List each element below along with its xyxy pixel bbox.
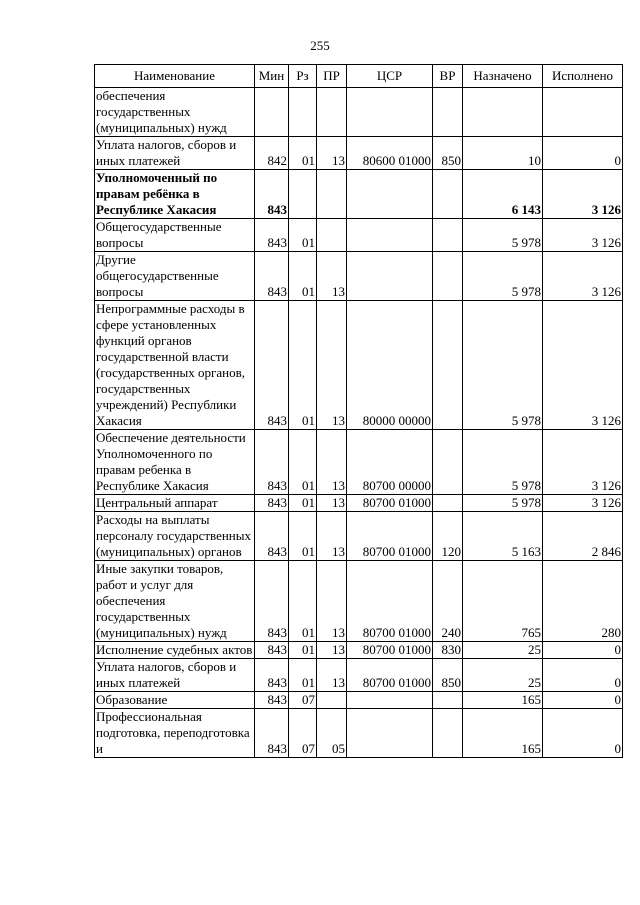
- table-row: [95, 137, 623, 170]
- cell-name: Другие общегосударственные вопросы: [95, 252, 255, 301]
- cell-csr: 80700 01000: [347, 512, 433, 561]
- cell-name: Общегосударственные вопросы: [95, 219, 255, 252]
- cell-pr: 13: [317, 561, 347, 642]
- cell-csr: 80600 01000: [347, 137, 433, 170]
- cell-isp: 3 126: [543, 301, 623, 430]
- header-min: Мин: [255, 65, 289, 88]
- cell-min: 843: [255, 659, 289, 692]
- cell-csr: 80700 01000: [347, 495, 433, 512]
- cell-pr: 13: [317, 512, 347, 561]
- table-body: [95, 88, 623, 758]
- cell-csr: 80700 01000: [347, 561, 433, 642]
- table-row: [95, 561, 623, 642]
- cell-vr: [433, 692, 463, 709]
- cell-vr: [433, 219, 463, 252]
- cell-vr: [433, 301, 463, 430]
- cell-isp: 3 126: [543, 219, 623, 252]
- cell-name: Обеспечение деятельности Уполномоченного по правам ребенка в Республике Хакасия: [95, 430, 255, 495]
- cell-min: 843: [255, 709, 289, 758]
- table-header-row: [95, 65, 623, 88]
- cell-isp: 0: [543, 642, 623, 659]
- table-row: [95, 301, 623, 430]
- cell-min: 843: [255, 170, 289, 219]
- header-csr: ЦСР: [347, 65, 433, 88]
- cell-csr: [347, 252, 433, 301]
- cell-min: 843: [255, 252, 289, 301]
- cell-rz: 01: [289, 252, 317, 301]
- cell-rz: 01: [289, 219, 317, 252]
- cell-pr: 05: [317, 709, 347, 758]
- cell-pr: [317, 170, 347, 219]
- cell-rz: 01: [289, 561, 317, 642]
- cell-nazn: 765: [463, 561, 543, 642]
- cell-nazn: [463, 88, 543, 137]
- cell-pr: [317, 219, 347, 252]
- cell-nazn: 25: [463, 642, 543, 659]
- cell-nazn: 6 143: [463, 170, 543, 219]
- cell-rz: 07: [289, 692, 317, 709]
- cell-pr: [317, 88, 347, 137]
- cell-name: Уплата налогов, сборов и иных платежей: [95, 659, 255, 692]
- cell-vr: 120: [433, 512, 463, 561]
- cell-nazn: 5 978: [463, 495, 543, 512]
- table-row: [95, 170, 623, 219]
- cell-rz: 01: [289, 301, 317, 430]
- cell-nazn: 5 978: [463, 301, 543, 430]
- table-row: [95, 642, 623, 659]
- cell-name: Исполнение судебных актов: [95, 642, 255, 659]
- cell-csr: [347, 219, 433, 252]
- cell-vr: [433, 252, 463, 301]
- table-row: [95, 692, 623, 709]
- cell-name: Профессиональная подготовка, переподготовка и: [95, 709, 255, 758]
- table-row: [95, 659, 623, 692]
- cell-csr: 80700 00000: [347, 430, 433, 495]
- cell-min: 843: [255, 219, 289, 252]
- cell-isp: 0: [543, 709, 623, 758]
- cell-min: 842: [255, 137, 289, 170]
- cell-rz: 01: [289, 512, 317, 561]
- cell-name: Непрограммные расходы в сфере установленных функций органов государственной власти (государственных органов, государственных учреждений) Республики Хакасия: [95, 301, 255, 430]
- cell-isp: 0: [543, 659, 623, 692]
- header-name: Наименование: [95, 65, 255, 88]
- cell-min: 843: [255, 301, 289, 430]
- cell-csr: 80000 00000: [347, 301, 433, 430]
- cell-isp: [543, 88, 623, 137]
- cell-min: 843: [255, 430, 289, 495]
- cell-rz: [289, 170, 317, 219]
- cell-nazn: 5 978: [463, 252, 543, 301]
- cell-csr: [347, 170, 433, 219]
- cell-rz: 01: [289, 430, 317, 495]
- header-rz: Рз: [289, 65, 317, 88]
- cell-nazn: 165: [463, 692, 543, 709]
- cell-min: 843: [255, 561, 289, 642]
- cell-nazn: 5 978: [463, 219, 543, 252]
- cell-nazn: 5 163: [463, 512, 543, 561]
- cell-vr: 850: [433, 137, 463, 170]
- cell-name: Центральный аппарат: [95, 495, 255, 512]
- cell-vr: 830: [433, 642, 463, 659]
- cell-isp: 3 126: [543, 252, 623, 301]
- cell-name: Уполномоченный по правам ребёнка в Республике Хакасия: [95, 170, 255, 219]
- cell-csr: 80700 01000: [347, 642, 433, 659]
- cell-vr: [433, 88, 463, 137]
- cell-rz: 07: [289, 709, 317, 758]
- header-isp: Исполнено: [543, 65, 623, 88]
- cell-name: обеспечения государственных (муниципальных) нужд: [95, 88, 255, 137]
- cell-vr: [433, 709, 463, 758]
- table-row: [95, 709, 623, 758]
- cell-min: [255, 88, 289, 137]
- cell-pr: 13: [317, 659, 347, 692]
- budget-table: [94, 64, 623, 758]
- cell-name: Уплата налогов, сборов и иных платежей: [95, 137, 255, 170]
- cell-pr: 13: [317, 430, 347, 495]
- cell-vr: [433, 495, 463, 512]
- cell-rz: 01: [289, 137, 317, 170]
- cell-rz: 01: [289, 642, 317, 659]
- cell-isp: 280: [543, 561, 623, 642]
- cell-pr: 13: [317, 495, 347, 512]
- cell-pr: [317, 692, 347, 709]
- cell-pr: 13: [317, 301, 347, 430]
- cell-vr: 850: [433, 659, 463, 692]
- cell-rz: 01: [289, 495, 317, 512]
- table-row: [95, 252, 623, 301]
- cell-csr: [347, 692, 433, 709]
- cell-rz: [289, 88, 317, 137]
- cell-isp: 0: [543, 692, 623, 709]
- header-vr: ВР: [433, 65, 463, 88]
- cell-isp: 3 126: [543, 430, 623, 495]
- cell-pr: 13: [317, 137, 347, 170]
- table-row: [95, 430, 623, 495]
- cell-isp: 0: [543, 137, 623, 170]
- header-nazn: Назначено: [463, 65, 543, 88]
- cell-pr: 13: [317, 252, 347, 301]
- cell-name: Иные закупки товаров, работ и услуг для обеспечения государственных (муниципальных) нужд: [95, 561, 255, 642]
- page-number: 255: [310, 38, 330, 53]
- cell-vr: [433, 170, 463, 219]
- cell-csr: [347, 709, 433, 758]
- table-row: [95, 512, 623, 561]
- header-pr: ПР: [317, 65, 347, 88]
- cell-name: Расходы на выплаты персоналу государственных (муниципальных) органов: [95, 512, 255, 561]
- table-row: [95, 495, 623, 512]
- cell-pr: 13: [317, 642, 347, 659]
- cell-nazn: 25: [463, 659, 543, 692]
- cell-min: 843: [255, 642, 289, 659]
- cell-vr: [433, 430, 463, 495]
- cell-nazn: 10: [463, 137, 543, 170]
- cell-name: Образование: [95, 692, 255, 709]
- cell-csr: [347, 88, 433, 137]
- cell-nazn: 5 978: [463, 430, 543, 495]
- cell-vr: 240: [433, 561, 463, 642]
- cell-isp: 3 126: [543, 495, 623, 512]
- cell-min: 843: [255, 495, 289, 512]
- cell-rz: 01: [289, 659, 317, 692]
- cell-min: 843: [255, 512, 289, 561]
- cell-isp: 3 126: [543, 170, 623, 219]
- cell-csr: 80700 01000: [347, 659, 433, 692]
- cell-isp: 2 846: [543, 512, 623, 561]
- cell-nazn: 165: [463, 709, 543, 758]
- table-row: [95, 88, 623, 137]
- table-row: [95, 219, 623, 252]
- cell-min: 843: [255, 692, 289, 709]
